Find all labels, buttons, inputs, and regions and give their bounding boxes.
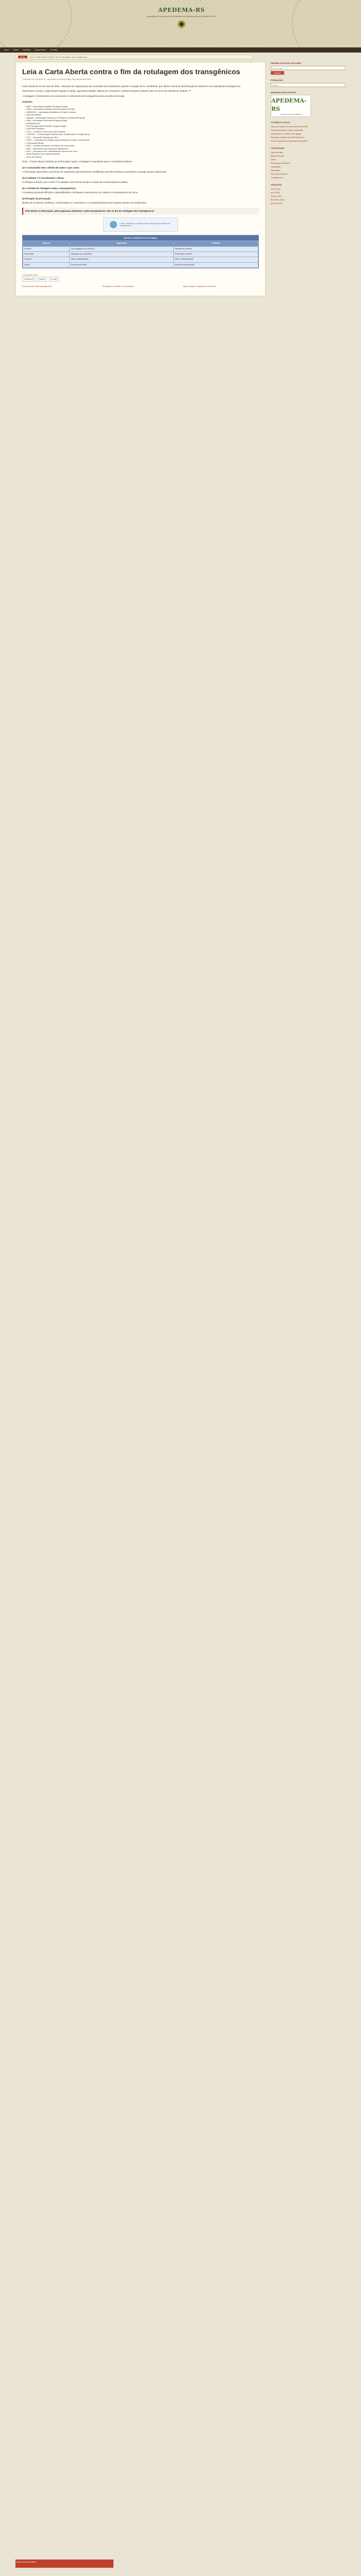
newsletter-title: RECEBA NOTÍCIAS VIA E-MAIL xyxy=(271,62,302,64)
search-title: PESQUISAR xyxy=(271,78,283,81)
list-item: • FASE – Federação de Órgãos para Assistência Social e Educacional xyxy=(25,139,259,141)
search-widget xyxy=(271,79,346,87)
info-title: INFORMAÇÕES DE REDE xyxy=(271,91,296,94)
breadcrumb-current: Leia a Carta Aberta contra o fim da rotulagem dos transgênicos xyxy=(29,55,87,58)
section-heading: 2) O símbolo T é reconhecido e eficaz. xyxy=(22,176,64,179)
latest-post-link[interactable]: Reunião ordinária da APEDEMA-RS xyxy=(271,136,304,139)
categories-title: CATEGORIAS xyxy=(271,147,285,150)
comparison-table xyxy=(23,241,258,268)
latest-posts-widget xyxy=(271,121,346,143)
highlight-callout xyxy=(22,208,259,215)
list-item: • MPA – Movimento dos Pequenos Agricultores xyxy=(25,147,259,150)
category-link[interactable]: Mineração xyxy=(271,168,281,172)
table-row xyxy=(23,257,258,262)
share-twitter-button[interactable]: Twitter xyxy=(37,277,47,282)
body-paragraph: A mudança proposta dificulta a rastreabilidade e enfraquece mecanismos de controle e monitoramento de riscos. xyxy=(22,191,139,194)
signatories-title: Assinam: xyxy=(22,100,33,104)
nav-contact[interactable]: Contato xyxy=(50,48,58,52)
signatory-list xyxy=(25,105,259,158)
site-logo[interactable] xyxy=(135,6,228,28)
email-field[interactable]: Seu e-mail xyxy=(271,66,346,70)
callout-text: Pelo direito à informação, pela segurança alimentar e pela transparência: não ao fim da rotulagem dos transgênicos! xyxy=(25,209,154,212)
table-cell: Escolha comprometida xyxy=(174,262,258,267)
logo-eye-icon xyxy=(177,20,186,28)
subscribe-button[interactable]: Assinar xyxy=(271,71,284,75)
info-widget xyxy=(271,91,346,117)
table-cell: Símbolo xyxy=(23,246,70,251)
list-item: • ABA – Associação Brasileira de Agroecologia xyxy=(25,105,259,108)
page-title: Leia a Carta Aberta contra o fim da rotulagem dos transgênicos xyxy=(22,67,240,76)
related-post-link[interactable]: Nota pública sobre transgênicos xyxy=(22,284,52,287)
archive-link[interactable]: março 2015 xyxy=(271,194,282,197)
list-item: • AS-PTA Agricultura Familiar e Agroecologia xyxy=(25,125,259,127)
table-cell: Informação reduzida xyxy=(174,251,258,257)
intro-paragraph: A rotulagem é direito básico do consumidor e instrumento de transparência para escolha informada. xyxy=(22,94,125,97)
archives-widget xyxy=(271,183,346,205)
site-brand[interactable]: APEDEMA-RS xyxy=(158,7,205,13)
list-item: • ABRASCO – Associação Brasileira de Saúde Coletiva xyxy=(25,111,259,113)
latest-post-link[interactable]: Fórum regional de entidades ambientais xyxy=(271,140,308,143)
list-item: • ActionAid Brasil xyxy=(25,113,259,116)
sidebar xyxy=(271,62,346,209)
nav-documents[interactable]: Documentos xyxy=(34,48,46,52)
latest-post-link[interactable]: Audiência pública sobre mineração xyxy=(271,129,303,132)
category-link[interactable]: Educação Ambiental xyxy=(271,161,290,164)
body-paragraph: Diante de incertezas científicas, a informação ao consumidor e o acompanhamento dos impactos devem ser fortalecidos. xyxy=(22,201,147,205)
category-link[interactable]: Transgênicos xyxy=(271,176,283,179)
list-item: • CÁRITAS Brasileira xyxy=(25,127,259,130)
share-label: Compartilhe isso: xyxy=(22,274,38,277)
list-item: • CONTAG – Confederação Nacional dos Trabalhadores na Agricultura xyxy=(25,133,259,135)
category-link[interactable]: Clima xyxy=(271,158,276,161)
table-cell: Menor rastreabilidade xyxy=(174,257,258,262)
table-header-cell: Regra atual xyxy=(70,241,174,246)
comment-banner: Deixe um comentário xyxy=(15,2560,113,2568)
category-link[interactable]: Recursos Hídricos xyxy=(271,172,288,175)
list-item: • CFN – Conselho Federal de Nutricionistas xyxy=(25,130,259,133)
newsletter-widget xyxy=(271,62,346,75)
categories-list xyxy=(271,151,346,179)
category-link[interactable]: Biodiversidade xyxy=(271,154,285,157)
list-item: • APEDEMA-RS xyxy=(25,122,259,125)
section-heading: 4) Princípio da precaução. xyxy=(22,197,52,200)
table-cell: Direito xyxy=(23,262,70,267)
latest-title: ÚLTIMAS DO BLOG xyxy=(271,121,290,124)
header-decoration xyxy=(291,0,361,47)
table-header-row xyxy=(23,241,258,246)
table-header-cell: Proposta xyxy=(174,241,258,246)
section-heading: 1) O consumidor tem o direito de saber o que come. xyxy=(22,166,80,169)
list-item: • Agapan – Associação Gaúcha de Proteção ao Ambiente Natural xyxy=(25,116,259,119)
table-cell: Escolha informada xyxy=(70,262,174,267)
list-item: • Greenpeace Brasil xyxy=(25,142,259,144)
archive-link[interactable]: janeiro 2015 xyxy=(271,201,283,205)
article-meta: Publicado em 20/05/2015 · Agricultura, Biotecnologia, Segurança Alimentar xyxy=(22,78,91,81)
list-item: • MST – Movimento dos Trabalhadores Rurais Sem Terra xyxy=(25,150,259,152)
category-link[interactable]: Legislação xyxy=(271,165,281,168)
table-header-cell: Aspecto xyxy=(23,241,70,246)
table-cell: Maior rastreabilidade xyxy=(70,257,174,262)
search-input[interactable]: Buscar xyxy=(271,83,346,87)
share-facebook-button[interactable]: Facebook xyxy=(22,277,36,282)
table-cell: Uso obrigatório do símbolo T xyxy=(70,246,174,251)
intro-paragraph: Movimentos sociais e organizações ligados à saúde, agricultura familiar, defesa do consumidor e direitos humanos alertam para os riscos da retirada do símbolo “T”. xyxy=(22,90,192,93)
embedded-video[interactable] xyxy=(103,217,178,232)
related-post-link[interactable]: Rotulagem e direito do consumidor xyxy=(102,284,135,287)
share-email-button[interactable]: E-mail xyxy=(49,277,59,282)
archives-list xyxy=(271,188,346,205)
list-item: • ANA – Articulação Nacional de Agroecologia xyxy=(25,119,259,122)
intro-paragraph: Carta Aberta de 20 de maio de 2015 - Dezenas de organizações da sociedade civil manifestam repúdio à votação do PL 4148/2008, que altera a forma de identificação de alimentos com ingredientes transgênicos. xyxy=(22,84,241,88)
list-item: • Rede Brasileira de Justiça Ambiental xyxy=(25,152,259,155)
nav-about[interactable]: Sobre xyxy=(13,48,19,52)
embed-title[interactable]: Vídeo: Entenda o debate sobre rotulagem de alimentos transgênicos xyxy=(120,222,171,227)
main-navigation xyxy=(0,47,361,53)
archive-link[interactable]: maio 2015 xyxy=(271,187,281,190)
table-row xyxy=(23,262,258,267)
body-paragraph: O triângulo amarelo com a letra T foi adotado como forma simples e visível de comunicação ao público. xyxy=(22,181,129,184)
archives-title: ARQUIVOS xyxy=(271,183,282,186)
table-row xyxy=(23,246,258,251)
archive-link[interactable]: fevereiro 2015 xyxy=(271,198,284,201)
site-tagline: Assembleia Permanente de Entidades em Defesa do Meio Ambiente do RS xyxy=(147,14,216,18)
latest-posts-list xyxy=(271,125,346,143)
play-icon[interactable] xyxy=(110,221,117,228)
related-posts xyxy=(22,285,259,288)
sidebar-logo-title[interactable]: APEDEMA-RS xyxy=(271,97,307,112)
breadcrumb-home-button[interactable]: Início xyxy=(18,56,27,59)
table-cell: Retirada do símbolo xyxy=(174,246,258,251)
table-cell: Controle xyxy=(23,257,70,262)
site-header xyxy=(0,0,361,47)
archive-link[interactable]: abril 2015 xyxy=(271,191,280,194)
list-item: • IDEC – Instituto Brasileiro de Defesa do Consumidor xyxy=(25,144,259,147)
body-paragraph: Nota – O texto abaixo sintetiza as razões pelas quais a rotulagem é importante para a sociedade brasileira. xyxy=(22,160,133,163)
share-section xyxy=(22,274,259,282)
table-cell: Informação xyxy=(23,251,70,257)
sidebar-logo[interactable] xyxy=(271,95,311,117)
header-decoration xyxy=(0,0,72,47)
sidebar-logo-subtitle: NO MEIO DO MEIO AMBIENTE xyxy=(280,113,302,115)
table-cell: Indicação ao consumidor xyxy=(70,251,174,257)
table-title: Quadro comparativo da rotulagem xyxy=(23,235,258,241)
nav-home[interactable]: Início xyxy=(4,48,9,52)
article-content xyxy=(15,62,266,296)
list-item: • CPT – Comissão Pastoral da Terra xyxy=(25,136,259,139)
table-row xyxy=(23,251,258,257)
related-post-link[interactable]: Agroecologia e segurança alimentar xyxy=(183,284,216,287)
body-paragraph: A informação clara sobre a presença de organismos geneticamente modificados permite escolhas conscientes e protege grupos vulneráveis. xyxy=(22,171,167,174)
categories-widget xyxy=(271,147,346,179)
section-heading: 3) A retirada da rotulagem reduz a transparência. xyxy=(22,187,76,190)
list-item: • ABIA – Associação Brasileira Interdisciplinar de AIDS xyxy=(25,108,259,110)
latest-post-link[interactable]: Campanha em defesa das águas xyxy=(271,132,301,135)
nav-news[interactable]: Notícias xyxy=(23,48,30,52)
category-link[interactable]: Agroecologia xyxy=(271,150,283,154)
comparison-table-container xyxy=(22,235,259,268)
breadcrumb xyxy=(15,55,253,59)
list-item: • Terra de Direitos xyxy=(25,156,259,158)
latest-post-link[interactable]: Nota de repúdio ao desmonte ambiental xyxy=(271,125,308,128)
